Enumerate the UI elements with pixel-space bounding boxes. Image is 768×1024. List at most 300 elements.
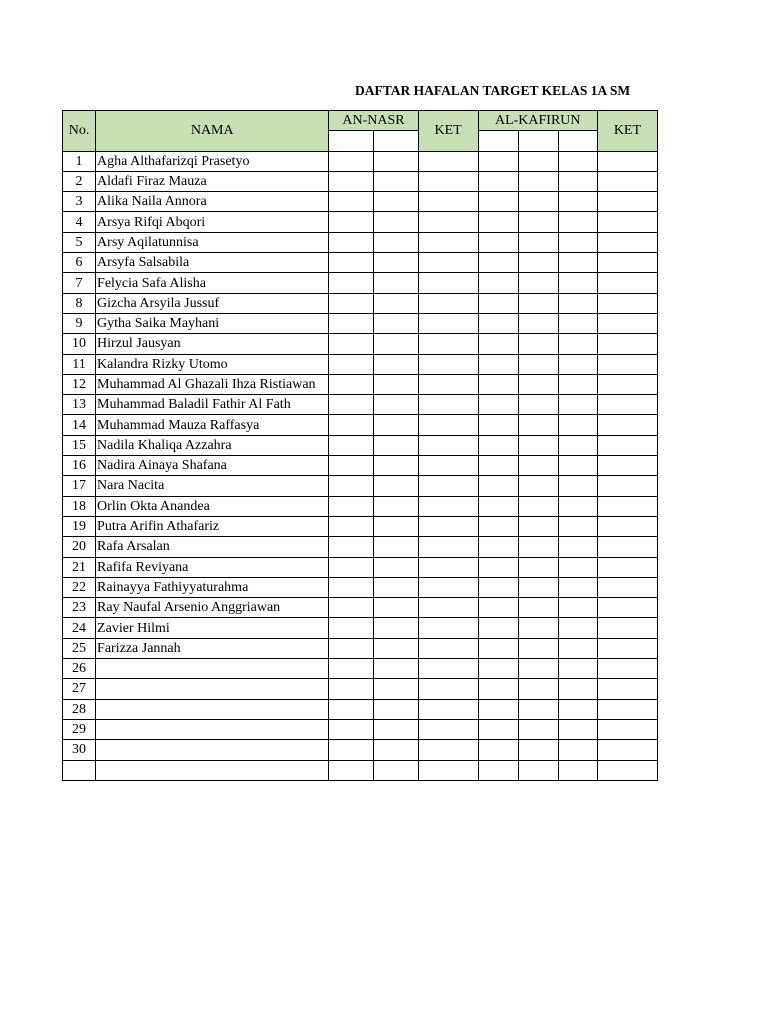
al-kafirun-cell[interactable] [518, 516, 558, 536]
row-number: 5 [63, 232, 96, 252]
ket-1-cell[interactable] [418, 212, 478, 232]
student-name-cell[interactable] [96, 374, 329, 394]
table-row [63, 293, 658, 313]
al-kafirun-cell[interactable] [478, 395, 518, 415]
al-kafirun-cell[interactable] [558, 618, 597, 638]
ket-2-cell[interactable] [597, 192, 657, 212]
row-number: 28 [63, 699, 96, 719]
an-nasr-cell[interactable] [374, 171, 418, 191]
al-kafirun-cell[interactable] [518, 659, 558, 679]
al-kafirun-cell[interactable] [558, 313, 597, 333]
ket-1-cell[interactable] [418, 699, 478, 719]
al-kafirun-cell[interactable] [478, 537, 518, 557]
ket-2-cell[interactable] [597, 659, 657, 679]
al-kafirun-cell[interactable] [478, 638, 518, 658]
an-nasr-cell[interactable] [374, 253, 418, 273]
an-nasr-cell[interactable] [329, 598, 374, 618]
ket-2-cell[interactable] [597, 598, 657, 618]
table-row [63, 740, 658, 760]
al-kafirun-cell[interactable] [558, 557, 597, 577]
ket-1-cell[interactable] [418, 719, 478, 739]
al-kafirun-cell[interactable] [518, 740, 558, 760]
student-name: Nadira Ainaya Shafana [97, 458, 227, 474]
al-kafirun-cell[interactable] [478, 151, 518, 171]
al-kafirun-cell[interactable] [518, 313, 558, 333]
ket-1-cell[interactable] [418, 577, 478, 597]
al-kafirun-cell[interactable] [518, 232, 558, 252]
an-nasr-cell[interactable] [374, 192, 418, 212]
row-number [63, 760, 96, 780]
an-nasr-cell[interactable] [374, 151, 418, 171]
ket-2-cell[interactable] [597, 537, 657, 557]
al-kafirun-cell[interactable] [518, 476, 558, 496]
ket-2-cell[interactable] [597, 313, 657, 333]
student-name-cell[interactable] [96, 659, 329, 679]
table-row [63, 598, 658, 618]
ket-2-cell[interactable] [597, 374, 657, 394]
table-row [63, 253, 658, 273]
al-kafirun-cell[interactable] [478, 516, 518, 536]
al-kafirun-cell[interactable] [558, 212, 597, 232]
al-kafirun-cell[interactable] [478, 659, 518, 679]
student-name-cell[interactable] [96, 313, 329, 333]
subheader-cell [478, 131, 518, 151]
al-kafirun-cell[interactable] [558, 232, 597, 252]
an-nasr-cell[interactable] [329, 699, 374, 719]
al-kafirun-cell[interactable] [558, 171, 597, 191]
al-kafirun-cell[interactable] [518, 577, 558, 597]
student-name-cell[interactable] [96, 273, 329, 293]
ket-2-cell[interactable] [597, 760, 657, 780]
al-kafirun-cell[interactable] [478, 293, 518, 313]
al-kafirun-cell[interactable] [518, 293, 558, 313]
table-row [63, 212, 658, 232]
al-kafirun-cell[interactable] [478, 760, 518, 780]
ket-2-cell[interactable] [597, 456, 657, 476]
al-kafirun-cell[interactable] [518, 699, 558, 719]
al-kafirun-cell[interactable] [518, 151, 558, 171]
al-kafirun-cell[interactable] [478, 415, 518, 435]
row-number: 29 [63, 719, 96, 739]
an-nasr-cell[interactable] [329, 719, 374, 739]
ket-2-cell[interactable] [597, 232, 657, 252]
subheader-cell [374, 131, 418, 151]
student-name-cell[interactable] [96, 293, 329, 313]
al-kafirun-cell[interactable] [478, 577, 518, 597]
al-kafirun-cell[interactable] [558, 679, 597, 699]
an-nasr-cell[interactable] [374, 313, 418, 333]
ket-1-cell[interactable] [418, 354, 478, 374]
ket-1-cell[interactable] [418, 415, 478, 435]
al-kafirun-cell[interactable] [478, 313, 518, 333]
table-row [63, 679, 658, 699]
an-nasr-cell[interactable] [329, 659, 374, 679]
ket-2-cell[interactable] [597, 395, 657, 415]
ket-2-cell[interactable] [597, 557, 657, 577]
al-kafirun-cell[interactable] [478, 476, 518, 496]
header-no: No. [63, 111, 96, 152]
an-nasr-cell[interactable] [329, 415, 374, 435]
al-kafirun-cell[interactable] [518, 171, 558, 191]
an-nasr-cell[interactable] [374, 659, 418, 679]
student-name: Rainayya Fathiyyaturahma [97, 579, 249, 595]
al-kafirun-cell[interactable] [558, 476, 597, 496]
ket-2-cell[interactable] [597, 151, 657, 171]
student-name: Arsy Aqilatunnisa [97, 234, 199, 250]
al-kafirun-cell[interactable] [478, 374, 518, 394]
student-name-cell[interactable] [96, 537, 329, 557]
table-row [63, 374, 658, 394]
an-nasr-cell[interactable] [374, 496, 418, 516]
ket-1-cell[interactable] [418, 598, 478, 618]
al-kafirun-cell[interactable] [518, 435, 558, 455]
ket-1-cell[interactable] [418, 232, 478, 252]
an-nasr-cell[interactable] [374, 516, 418, 536]
student-name: Nadila Khaliqa Azzahra [97, 437, 232, 453]
al-kafirun-cell[interactable] [518, 496, 558, 516]
al-kafirun-cell[interactable] [478, 557, 518, 577]
row-number: 3 [63, 192, 96, 212]
al-kafirun-cell[interactable] [518, 557, 558, 577]
ket-1-cell[interactable] [418, 374, 478, 394]
al-kafirun-cell[interactable] [518, 537, 558, 557]
al-kafirun-cell[interactable] [558, 293, 597, 313]
ket-1-cell[interactable] [418, 313, 478, 333]
al-kafirun-cell[interactable] [478, 273, 518, 293]
al-kafirun-cell[interactable] [518, 212, 558, 232]
an-nasr-cell[interactable] [374, 598, 418, 618]
student-name: Alika Naila Annora [97, 194, 207, 210]
ket-1-cell[interactable] [418, 476, 478, 496]
an-nasr-cell[interactable] [374, 577, 418, 597]
al-kafirun-cell[interactable] [518, 618, 558, 638]
table-row [63, 395, 658, 415]
student-name-cell[interactable] [96, 638, 329, 658]
an-nasr-cell[interactable] [374, 212, 418, 232]
student-name-cell[interactable] [96, 253, 329, 273]
al-kafirun-cell[interactable] [518, 456, 558, 476]
al-kafirun-cell[interactable] [518, 273, 558, 293]
student-name: Aldafi Firaz Mauza [97, 174, 207, 190]
al-kafirun-cell[interactable] [558, 598, 597, 618]
table-row [63, 577, 658, 597]
al-kafirun-cell[interactable] [518, 719, 558, 739]
al-kafirun-cell[interactable] [478, 699, 518, 719]
an-nasr-cell[interactable] [329, 273, 374, 293]
al-kafirun-cell[interactable] [478, 719, 518, 739]
ket-1-cell[interactable] [418, 253, 478, 273]
ket-1-cell[interactable] [418, 171, 478, 191]
ket-1-cell[interactable] [418, 293, 478, 313]
subheader-cell [558, 131, 597, 151]
al-kafirun-cell[interactable] [518, 395, 558, 415]
al-kafirun-cell[interactable] [518, 415, 558, 435]
row-number: 4 [63, 212, 96, 232]
an-nasr-cell[interactable] [329, 293, 374, 313]
an-nasr-cell[interactable] [329, 516, 374, 536]
al-kafirun-cell[interactable] [558, 577, 597, 597]
row-number: 27 [63, 679, 96, 699]
an-nasr-cell[interactable] [329, 253, 374, 273]
an-nasr-cell[interactable] [374, 638, 418, 658]
ket-1-cell[interactable] [418, 638, 478, 658]
row-number: 6 [63, 253, 96, 273]
an-nasr-cell[interactable] [374, 232, 418, 252]
ket-1-cell[interactable] [418, 395, 478, 415]
an-nasr-cell[interactable] [374, 699, 418, 719]
ket-1-cell[interactable] [418, 151, 478, 171]
al-kafirun-cell[interactable] [558, 151, 597, 171]
al-kafirun-cell[interactable] [518, 192, 558, 212]
an-nasr-cell[interactable] [374, 618, 418, 638]
ket-2-cell[interactable] [597, 577, 657, 597]
al-kafirun-cell[interactable] [478, 496, 518, 516]
al-kafirun-cell[interactable] [558, 253, 597, 273]
ket-2-cell[interactable] [597, 212, 657, 232]
student-name-cell[interactable] [96, 740, 329, 760]
an-nasr-cell[interactable] [329, 740, 374, 760]
al-kafirun-cell[interactable] [518, 334, 558, 354]
header-row [63, 111, 658, 131]
an-nasr-cell[interactable] [329, 354, 374, 374]
student-name-cell[interactable] [96, 476, 329, 496]
table-row [63, 415, 658, 435]
an-nasr-cell[interactable] [329, 232, 374, 252]
al-kafirun-cell[interactable] [478, 598, 518, 618]
student-name-cell[interactable] [96, 192, 329, 212]
ket-1-cell[interactable] [418, 456, 478, 476]
student-name-cell[interactable] [96, 760, 329, 780]
al-kafirun-cell[interactable] [478, 618, 518, 638]
ket-2-cell[interactable] [597, 740, 657, 760]
ket-2-cell[interactable] [597, 719, 657, 739]
al-kafirun-cell[interactable] [478, 456, 518, 476]
al-kafirun-cell[interactable] [558, 374, 597, 394]
al-kafirun-cell[interactable] [558, 638, 597, 658]
al-kafirun-cell[interactable] [558, 740, 597, 760]
ket-2-cell[interactable] [597, 354, 657, 374]
student-name-cell[interactable] [96, 212, 329, 232]
al-kafirun-cell[interactable] [518, 374, 558, 394]
al-kafirun-cell[interactable] [478, 171, 518, 191]
an-nasr-cell[interactable] [329, 577, 374, 597]
student-name-cell[interactable] [96, 699, 329, 719]
ket-2-cell[interactable] [597, 699, 657, 719]
al-kafirun-cell[interactable] [478, 212, 518, 232]
row-number: 30 [63, 740, 96, 760]
al-kafirun-cell[interactable] [518, 253, 558, 273]
al-kafirun-cell[interactable] [558, 435, 597, 455]
al-kafirun-cell[interactable] [558, 192, 597, 212]
an-nasr-cell[interactable] [374, 476, 418, 496]
al-kafirun-cell[interactable] [558, 456, 597, 476]
student-name-cell[interactable] [96, 334, 329, 354]
ket-2-cell[interactable] [597, 435, 657, 455]
ket-2-cell[interactable] [597, 496, 657, 516]
ket-1-cell[interactable] [418, 557, 478, 577]
an-nasr-cell[interactable] [329, 313, 374, 333]
ket-1-cell[interactable] [418, 740, 478, 760]
row-number: 23 [63, 598, 96, 618]
ket-1-cell[interactable] [418, 435, 478, 455]
an-nasr-cell[interactable] [329, 557, 374, 577]
al-kafirun-cell[interactable] [558, 537, 597, 557]
an-nasr-cell[interactable] [374, 719, 418, 739]
row-number: 22 [63, 577, 96, 597]
row-number: 24 [63, 618, 96, 638]
student-name-cell[interactable] [96, 679, 329, 699]
al-kafirun-cell[interactable] [518, 760, 558, 780]
ket-1-cell[interactable] [418, 273, 478, 293]
an-nasr-cell[interactable] [329, 171, 374, 191]
student-name-cell[interactable] [96, 598, 329, 618]
an-nasr-cell[interactable] [374, 740, 418, 760]
al-kafirun-cell[interactable] [518, 638, 558, 658]
an-nasr-cell[interactable] [374, 374, 418, 394]
an-nasr-cell[interactable] [374, 273, 418, 293]
student-name-cell[interactable] [96, 577, 329, 597]
ket-2-cell[interactable] [597, 638, 657, 658]
student-name-cell[interactable] [96, 232, 329, 252]
ket-1-cell[interactable] [418, 334, 478, 354]
al-kafirun-cell[interactable] [478, 253, 518, 273]
al-kafirun-cell[interactable] [558, 659, 597, 679]
ket-1-cell[interactable] [418, 618, 478, 638]
an-nasr-cell[interactable] [329, 456, 374, 476]
ket-2-cell[interactable] [597, 415, 657, 435]
an-nasr-cell[interactable] [374, 334, 418, 354]
an-nasr-cell[interactable] [329, 151, 374, 171]
ket-2-cell[interactable] [597, 171, 657, 191]
al-kafirun-cell[interactable] [558, 334, 597, 354]
al-kafirun-cell[interactable] [558, 719, 597, 739]
row-number: 25 [63, 638, 96, 658]
ket-1-cell[interactable] [418, 679, 478, 699]
subheader-cell [518, 131, 558, 151]
an-nasr-cell[interactable] [329, 192, 374, 212]
al-kafirun-cell[interactable] [518, 598, 558, 618]
header-al-kafirun: AL-KAFIRUN [478, 111, 597, 131]
al-kafirun-cell[interactable] [558, 354, 597, 374]
an-nasr-cell[interactable] [374, 760, 418, 780]
student-name-cell[interactable] [96, 618, 329, 638]
ket-2-cell[interactable] [597, 293, 657, 313]
an-nasr-cell[interactable] [329, 476, 374, 496]
an-nasr-cell[interactable] [329, 760, 374, 780]
an-nasr-cell[interactable] [329, 374, 374, 394]
student-name-cell[interactable] [96, 435, 329, 455]
ket-2-cell[interactable] [597, 679, 657, 699]
row-number: 11 [63, 354, 96, 374]
table-row [63, 273, 658, 293]
student-name-cell[interactable] [96, 354, 329, 374]
header-ket-2: KET [597, 111, 657, 152]
an-nasr-cell[interactable] [329, 618, 374, 638]
ket-1-cell[interactable] [418, 516, 478, 536]
al-kafirun-cell[interactable] [518, 354, 558, 374]
table-row [63, 557, 658, 577]
an-nasr-cell[interactable] [329, 395, 374, 415]
student-name: Arsyfa Salsabila [97, 255, 190, 271]
student-name: Hirzul Jausyan [97, 336, 181, 352]
al-kafirun-cell[interactable] [558, 760, 597, 780]
table-row [63, 516, 658, 536]
ket-1-cell[interactable] [418, 537, 478, 557]
an-nasr-cell[interactable] [374, 415, 418, 435]
al-kafirun-cell[interactable] [558, 415, 597, 435]
header-nama: NAMA [96, 111, 329, 152]
ket-2-cell[interactable] [597, 476, 657, 496]
student-name-cell[interactable] [96, 415, 329, 435]
al-kafirun-cell[interactable] [558, 395, 597, 415]
student-name-cell[interactable] [96, 557, 329, 577]
al-kafirun-cell[interactable] [478, 679, 518, 699]
an-nasr-cell[interactable] [374, 679, 418, 699]
table-row [63, 171, 658, 191]
an-nasr-cell[interactable] [374, 435, 418, 455]
an-nasr-cell[interactable] [374, 354, 418, 374]
al-kafirun-cell[interactable] [478, 354, 518, 374]
ket-1-cell[interactable] [418, 192, 478, 212]
al-kafirun-cell[interactable] [478, 740, 518, 760]
al-kafirun-cell[interactable] [478, 192, 518, 212]
al-kafirun-cell[interactable] [558, 516, 597, 536]
al-kafirun-cell[interactable] [558, 496, 597, 516]
ket-1-cell[interactable] [418, 760, 478, 780]
an-nasr-cell[interactable] [329, 435, 374, 455]
an-nasr-cell[interactable] [374, 395, 418, 415]
an-nasr-cell[interactable] [329, 537, 374, 557]
student-name-cell[interactable] [96, 719, 329, 739]
al-kafirun-cell[interactable] [518, 679, 558, 699]
student-name: Farizza Jannah [97, 640, 181, 656]
an-nasr-cell[interactable] [374, 293, 418, 313]
an-nasr-cell[interactable] [374, 537, 418, 557]
student-name-cell[interactable] [96, 395, 329, 415]
al-kafirun-cell[interactable] [478, 435, 518, 455]
an-nasr-cell[interactable] [329, 679, 374, 699]
ket-1-cell[interactable] [418, 659, 478, 679]
ket-1-cell[interactable] [418, 496, 478, 516]
student-name-cell[interactable] [96, 456, 329, 476]
ket-2-cell[interactable] [597, 618, 657, 638]
student-name: Kalandra Rizky Utomo [97, 356, 228, 372]
an-nasr-cell[interactable] [329, 638, 374, 658]
al-kafirun-cell[interactable] [478, 334, 518, 354]
row-number: 1 [63, 151, 96, 171]
al-kafirun-cell[interactable] [478, 232, 518, 252]
student-name-cell[interactable] [96, 496, 329, 516]
an-nasr-cell[interactable] [329, 496, 374, 516]
an-nasr-cell[interactable] [329, 334, 374, 354]
row-number: 12 [63, 374, 96, 394]
ket-2-cell[interactable] [597, 516, 657, 536]
student-name-cell[interactable] [96, 151, 329, 171]
student-name-cell[interactable] [96, 516, 329, 536]
an-nasr-cell[interactable] [374, 557, 418, 577]
ket-2-cell[interactable] [597, 253, 657, 273]
ket-2-cell[interactable] [597, 273, 657, 293]
al-kafirun-cell[interactable] [558, 273, 597, 293]
an-nasr-cell[interactable] [374, 456, 418, 476]
an-nasr-cell[interactable] [329, 212, 374, 232]
al-kafirun-cell[interactable] [558, 699, 597, 719]
row-number: 13 [63, 395, 96, 415]
student-name-cell[interactable] [96, 171, 329, 191]
table-row [63, 313, 658, 333]
ket-2-cell[interactable] [597, 334, 657, 354]
student-name: Muhammad Baladil Fathir Al Fath [97, 397, 291, 413]
